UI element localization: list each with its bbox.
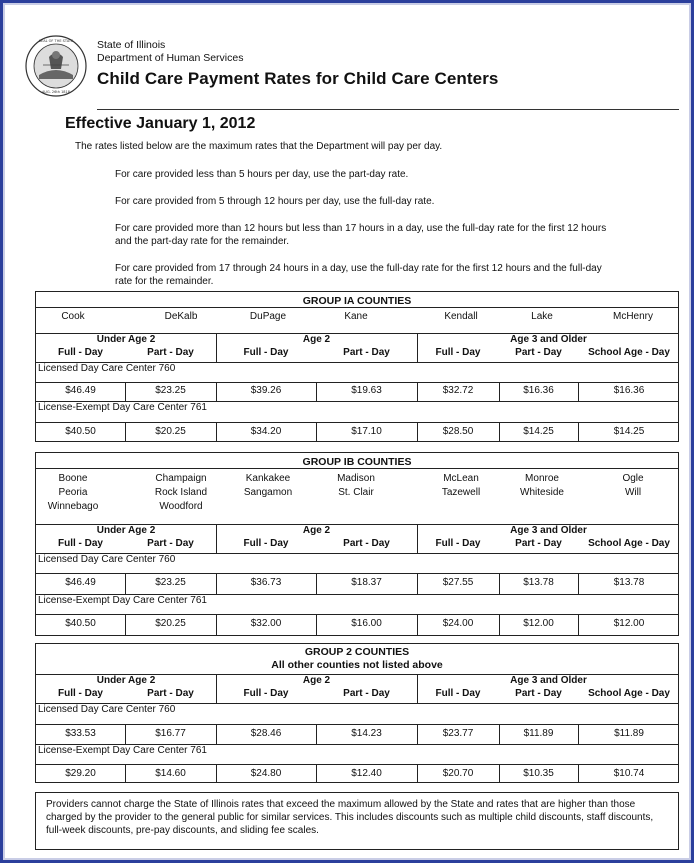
county-name: Cook — [61, 311, 85, 322]
column-header: Part - Day — [147, 538, 194, 549]
divider — [316, 724, 317, 744]
rate-value: $28.50 — [442, 426, 474, 437]
row-label-exempt: License-Exempt Day Care Center 761 — [38, 595, 207, 606]
divider — [417, 614, 418, 635]
page-title: Child Care Payment Rates for Child Care Centers — [97, 69, 499, 88]
column-header: Part - Day — [147, 347, 194, 358]
rate-value: $11.89 — [523, 728, 554, 739]
column-header: Full - Day — [243, 347, 289, 358]
rate-value: $19.63 — [351, 385, 382, 396]
group-subtitle: All other counties not listed above — [271, 659, 443, 671]
rule-text: For care provided more than 12 hours but less than 17 hours in a day, use the full-day rate for the first 12 hours and the part-day rate for the remainder. — [115, 223, 607, 247]
divider — [578, 614, 579, 635]
age-group-2: Age 2 — [302, 334, 331, 345]
county-name: Rock Island — [154, 487, 208, 498]
divider — [417, 573, 418, 594]
divider — [499, 382, 500, 401]
county-name: Winnebago — [47, 501, 99, 512]
divider — [125, 614, 126, 635]
row-label-exempt: License-Exempt Day Care Center 761 — [38, 402, 207, 413]
department-name: Department of Human Services — [97, 52, 244, 64]
rate-value: $12.00 — [613, 618, 645, 629]
county-name: Sangamon — [243, 487, 293, 498]
divider — [417, 524, 418, 553]
divider — [417, 764, 418, 782]
rate-value: $14.60 — [155, 768, 186, 779]
rate-value: $17.10 — [351, 426, 382, 437]
rule-text: For care provided from 17 through 24 hours in a day, use the full-day rate for the first 12 hours and the full-day rate for the remainder. — [115, 263, 602, 287]
divider — [125, 422, 126, 441]
divider — [499, 573, 500, 594]
rate-value: $12.40 — [351, 768, 382, 779]
divider — [316, 614, 317, 635]
rate-value: $10.35 — [523, 768, 554, 779]
divider — [36, 307, 678, 308]
effective-date: Effective January 1, 2012 — [65, 115, 256, 132]
rate-value: $33.53 — [65, 728, 96, 739]
rate-value: $20.70 — [442, 768, 474, 779]
group-ia-table — [35, 291, 679, 442]
divider — [499, 724, 500, 744]
divider — [578, 724, 579, 744]
group-2-table — [35, 643, 679, 783]
county-name: Tazewell — [441, 487, 481, 498]
state-name: State of Illinois — [97, 39, 166, 51]
column-header: School Age - Day — [588, 538, 670, 549]
divider — [125, 573, 126, 594]
divider — [36, 724, 678, 725]
column-header: School Age - Day — [588, 347, 670, 358]
divider — [125, 764, 126, 782]
rate-value: $18.37 — [351, 577, 382, 588]
divider — [216, 382, 217, 401]
rate-value: $29.20 — [65, 768, 96, 779]
svg-text:AUG. 26th 1818: AUG. 26th 1818 — [42, 90, 70, 94]
column-header: Full - Day — [243, 688, 289, 699]
age-group-3-older: Age 3 and Older — [510, 675, 587, 686]
age-group-under-2: Under Age 2 — [96, 675, 156, 686]
age-group-under-2: Under Age 2 — [96, 334, 156, 345]
rate-value: $39.26 — [250, 385, 282, 396]
county-name: Kankakee — [245, 473, 291, 484]
divider — [578, 382, 579, 401]
county-name: Kendall — [444, 311, 478, 322]
county-name: Kane — [344, 311, 368, 322]
age-group-2: Age 2 — [302, 675, 331, 686]
county-name: Ogle — [622, 473, 644, 484]
county-name: Woodford — [159, 501, 203, 512]
divider — [216, 674, 217, 703]
rate-value: $11.89 — [614, 728, 644, 739]
rule-text: For care provided less than 5 hours per day, use the part-day rate. — [115, 169, 409, 180]
divider — [417, 382, 418, 401]
rate-value: $24.00 — [442, 618, 474, 629]
divider — [36, 382, 678, 383]
svg-text:SEAL OF THE STATE: SEAL OF THE STATE — [38, 39, 74, 43]
divider — [216, 422, 217, 441]
rate-value: $32.72 — [442, 385, 474, 396]
divider — [216, 524, 217, 553]
age-group-3-older: Age 3 and Older — [510, 334, 587, 345]
rate-value: $16.36 — [613, 385, 645, 396]
county-name: Champaign — [155, 473, 207, 484]
divider — [216, 573, 217, 594]
divider — [417, 724, 418, 744]
divider — [499, 764, 500, 782]
divider — [36, 422, 678, 423]
divider — [216, 764, 217, 782]
intro-text: The rates listed below are the maximum rates that the Department will pay per day. — [75, 141, 443, 152]
county-name: Lake — [531, 311, 553, 322]
rate-value: $14.25 — [523, 426, 554, 437]
divider — [417, 422, 418, 441]
rate-value: $27.55 — [442, 577, 474, 588]
rate-value: $16.00 — [351, 618, 382, 629]
rate-value: $46.49 — [65, 385, 96, 396]
rate-value: $20.25 — [155, 426, 186, 437]
rate-value: $46.49 — [65, 577, 96, 588]
column-header: School Age - Day — [588, 688, 670, 699]
rate-value: $20.25 — [155, 618, 186, 629]
rate-value: $12.00 — [523, 618, 554, 629]
divider — [316, 764, 317, 782]
column-header: Full - Day — [57, 538, 103, 549]
column-header: Part - Day — [515, 347, 562, 358]
age-group-3-older: Age 3 and Older — [510, 525, 587, 536]
document — [11, 11, 683, 856]
age-group-2: Age 2 — [302, 525, 331, 536]
divider — [499, 422, 500, 441]
divider — [578, 764, 579, 782]
column-header: Full - Day — [435, 538, 481, 549]
county-name: Boone — [58, 473, 88, 484]
column-header: Part - Day — [343, 688, 390, 699]
rate-value: $23.25 — [155, 385, 186, 396]
footnote: Providers cannot charge the State of Illinois rates that exceed the maximum allowed by the State and rates that are higher than those charged by the provider to the general public for similar services. This includes discounts such as multiple child discounts, staff discounts, full-week discounts, pre-pay discounts, and sliding fee scales. — [35, 792, 679, 850]
group-title: GROUP IA COUNTIES — [302, 295, 412, 307]
group-title: GROUP IB COUNTIES — [302, 456, 412, 468]
rate-value: $16.77 — [155, 728, 186, 739]
rule-text: For care provided from 5 through 12 hours per day, use the full-day rate. — [115, 196, 435, 207]
column-header: Full - Day — [57, 688, 103, 699]
county-name: McHenry — [612, 311, 653, 322]
divider — [216, 614, 217, 635]
rate-value: $28.46 — [250, 728, 282, 739]
rate-value: $14.23 — [351, 728, 382, 739]
rate-value: $13.78 — [613, 577, 645, 588]
group-ib-table — [35, 452, 679, 636]
column-header: Part - Day — [343, 347, 390, 358]
county-name: McLean — [443, 473, 479, 484]
divider — [36, 614, 678, 615]
rate-value: $40.50 — [65, 426, 96, 437]
divider — [316, 422, 317, 441]
group-title: GROUP 2 COUNTIES — [304, 646, 410, 658]
divider — [36, 573, 678, 574]
divider — [578, 422, 579, 441]
rate-value: $10.74 — [613, 768, 645, 779]
header-divider — [97, 109, 679, 110]
divider — [125, 382, 126, 401]
county-name: DuPage — [249, 311, 287, 322]
county-name: Monroe — [525, 473, 559, 484]
divider — [417, 333, 418, 362]
rate-value: $13.78 — [523, 577, 554, 588]
row-label-licensed: Licensed Day Care Center 760 — [38, 554, 176, 565]
rate-value: $14.25 — [613, 426, 645, 437]
divider — [578, 573, 579, 594]
column-header: Part - Day — [515, 538, 562, 549]
rate-value: $36.73 — [250, 577, 282, 588]
column-header: Full - Day — [57, 347, 103, 358]
row-label-licensed: Licensed Day Care Center 760 — [38, 363, 176, 374]
divider — [316, 573, 317, 594]
illinois-seal-icon — [25, 35, 87, 97]
rate-value: $34.20 — [250, 426, 282, 437]
county-name: St. Clair — [338, 487, 374, 498]
rate-value: $23.25 — [155, 577, 186, 588]
county-name: Madison — [337, 473, 375, 484]
divider — [36, 764, 678, 765]
county-name: Whiteside — [520, 487, 564, 498]
rate-value: $24.80 — [250, 768, 282, 779]
divider — [417, 674, 418, 703]
column-header: Part - Day — [515, 688, 562, 699]
column-header: Part - Day — [343, 538, 390, 549]
rate-value: $23.77 — [442, 728, 474, 739]
row-label-licensed: Licensed Day Care Center 760 — [38, 704, 176, 715]
column-header: Part - Day — [147, 688, 194, 699]
divider — [36, 468, 678, 469]
divider — [499, 614, 500, 635]
rate-value: $32.00 — [250, 618, 282, 629]
column-header: Full - Day — [435, 347, 481, 358]
divider — [316, 382, 317, 401]
divider — [216, 724, 217, 744]
rate-value: $40.50 — [65, 618, 96, 629]
county-name: Will — [624, 487, 642, 498]
rate-value: $16.36 — [523, 385, 554, 396]
column-header: Full - Day — [435, 688, 481, 699]
row-label-exempt: License-Exempt Day Care Center 761 — [38, 745, 207, 756]
county-name: Peoria — [58, 487, 88, 498]
county-name: DeKalb — [164, 311, 198, 322]
column-header: Full - Day — [243, 538, 289, 549]
divider — [125, 724, 126, 744]
divider — [216, 333, 217, 362]
age-group-under-2: Under Age 2 — [96, 525, 156, 536]
